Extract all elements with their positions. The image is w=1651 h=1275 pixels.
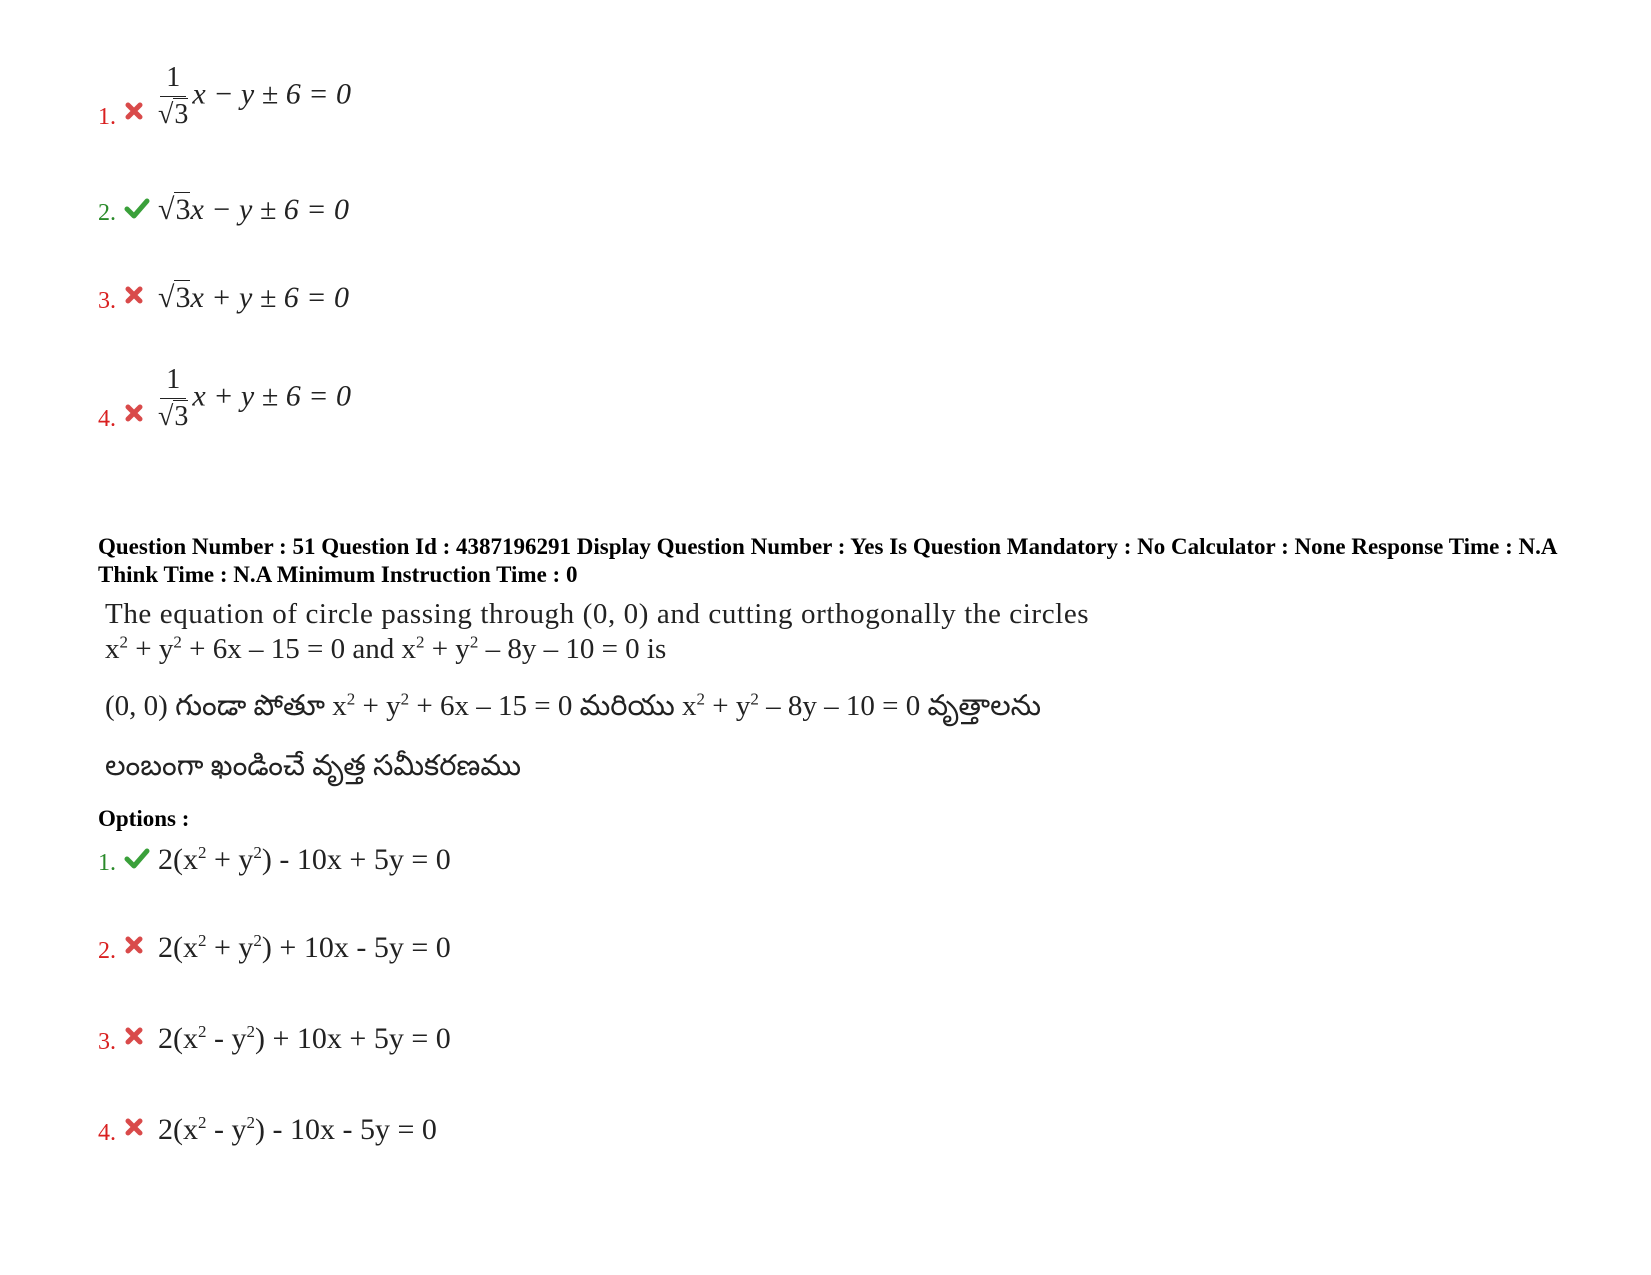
prev-option-3 — [98, 283, 349, 313]
check-icon — [124, 847, 152, 871]
option-expression: $\frac{1}{√3}$ x + y ± 6 = 0 — [158, 364, 351, 432]
option-number: 4. — [98, 1120, 116, 1146]
option-number: 3. — [98, 1029, 116, 1055]
option-number: 3. — [98, 288, 116, 314]
option-expression: $2(x^2 + y^2) + 10x - 5y = 0$ — [158, 931, 451, 964]
option-number: 2. — [98, 938, 116, 964]
cross-icon — [124, 403, 152, 427]
option-expression: √3x + y ± 6 = 0 — [158, 281, 350, 314]
option-1 — [98, 845, 451, 875]
question-stem-line-2: $x^2 + y^2 + 6x - 15 = 0$ and $x^2 + y^2 - 8y - 10 = 0$ is — [105, 632, 667, 665]
options-label: Options : — [98, 806, 190, 831]
option-number: 4. — [98, 406, 116, 432]
check-icon — [124, 197, 152, 221]
option-expression: √3x − y ± 6 = 0 — [158, 193, 350, 226]
cross-icon — [124, 1026, 152, 1050]
prev-option-1 — [98, 64, 351, 129]
option-2 — [98, 933, 451, 963]
option-3 — [98, 1024, 451, 1054]
prev-option-4 — [98, 366, 351, 431]
option-expression: $2(x^2 + y^2) - 10x + 5y = 0$ — [158, 843, 451, 876]
option-expression: $2(x^2 - y^2) + 10x + 5y = 0$ — [158, 1022, 451, 1055]
cross-icon — [124, 1117, 152, 1141]
option-4 — [98, 1115, 437, 1145]
cross-icon — [124, 101, 152, 125]
question-stem-line-1: The equation of circle passing through (0, 0) and cutting orthogonally the circles — [105, 598, 1090, 630]
option-expression: $2(x^2 - y^2) - 10x - 5y = 0$ — [158, 1113, 437, 1146]
cross-icon — [124, 935, 152, 959]
option-expression: $\frac{1}{√3}$ x − y ± 6 = 0 — [158, 62, 351, 130]
cross-icon — [124, 285, 152, 309]
option-number: 2. — [98, 200, 116, 226]
option-number: 1. — [98, 104, 116, 130]
question-stem-telugu-line-1: (0, 0) గుండా పోతూ $x^2 + y^2 + 6x - 15 = 0$ మరియు $x^2 + y^2 - 8y - 10 = 0$ వృత్తాలను — [105, 689, 1042, 722]
question-stem-telugu-line-2: లంబంగా ఖండించే వృత్త సమీకరణము — [105, 750, 522, 782]
question-meta: Question Number : 51 Question Id : 4387196291 Display Question Number : Yes Is Question Mandatory : No Calculator : None Response Time : N.A Think Time : N.A Minimum Instruction Time : 0 — [98, 534, 1557, 587]
option-number: 1. — [98, 850, 116, 876]
prev-option-2 — [98, 195, 349, 225]
